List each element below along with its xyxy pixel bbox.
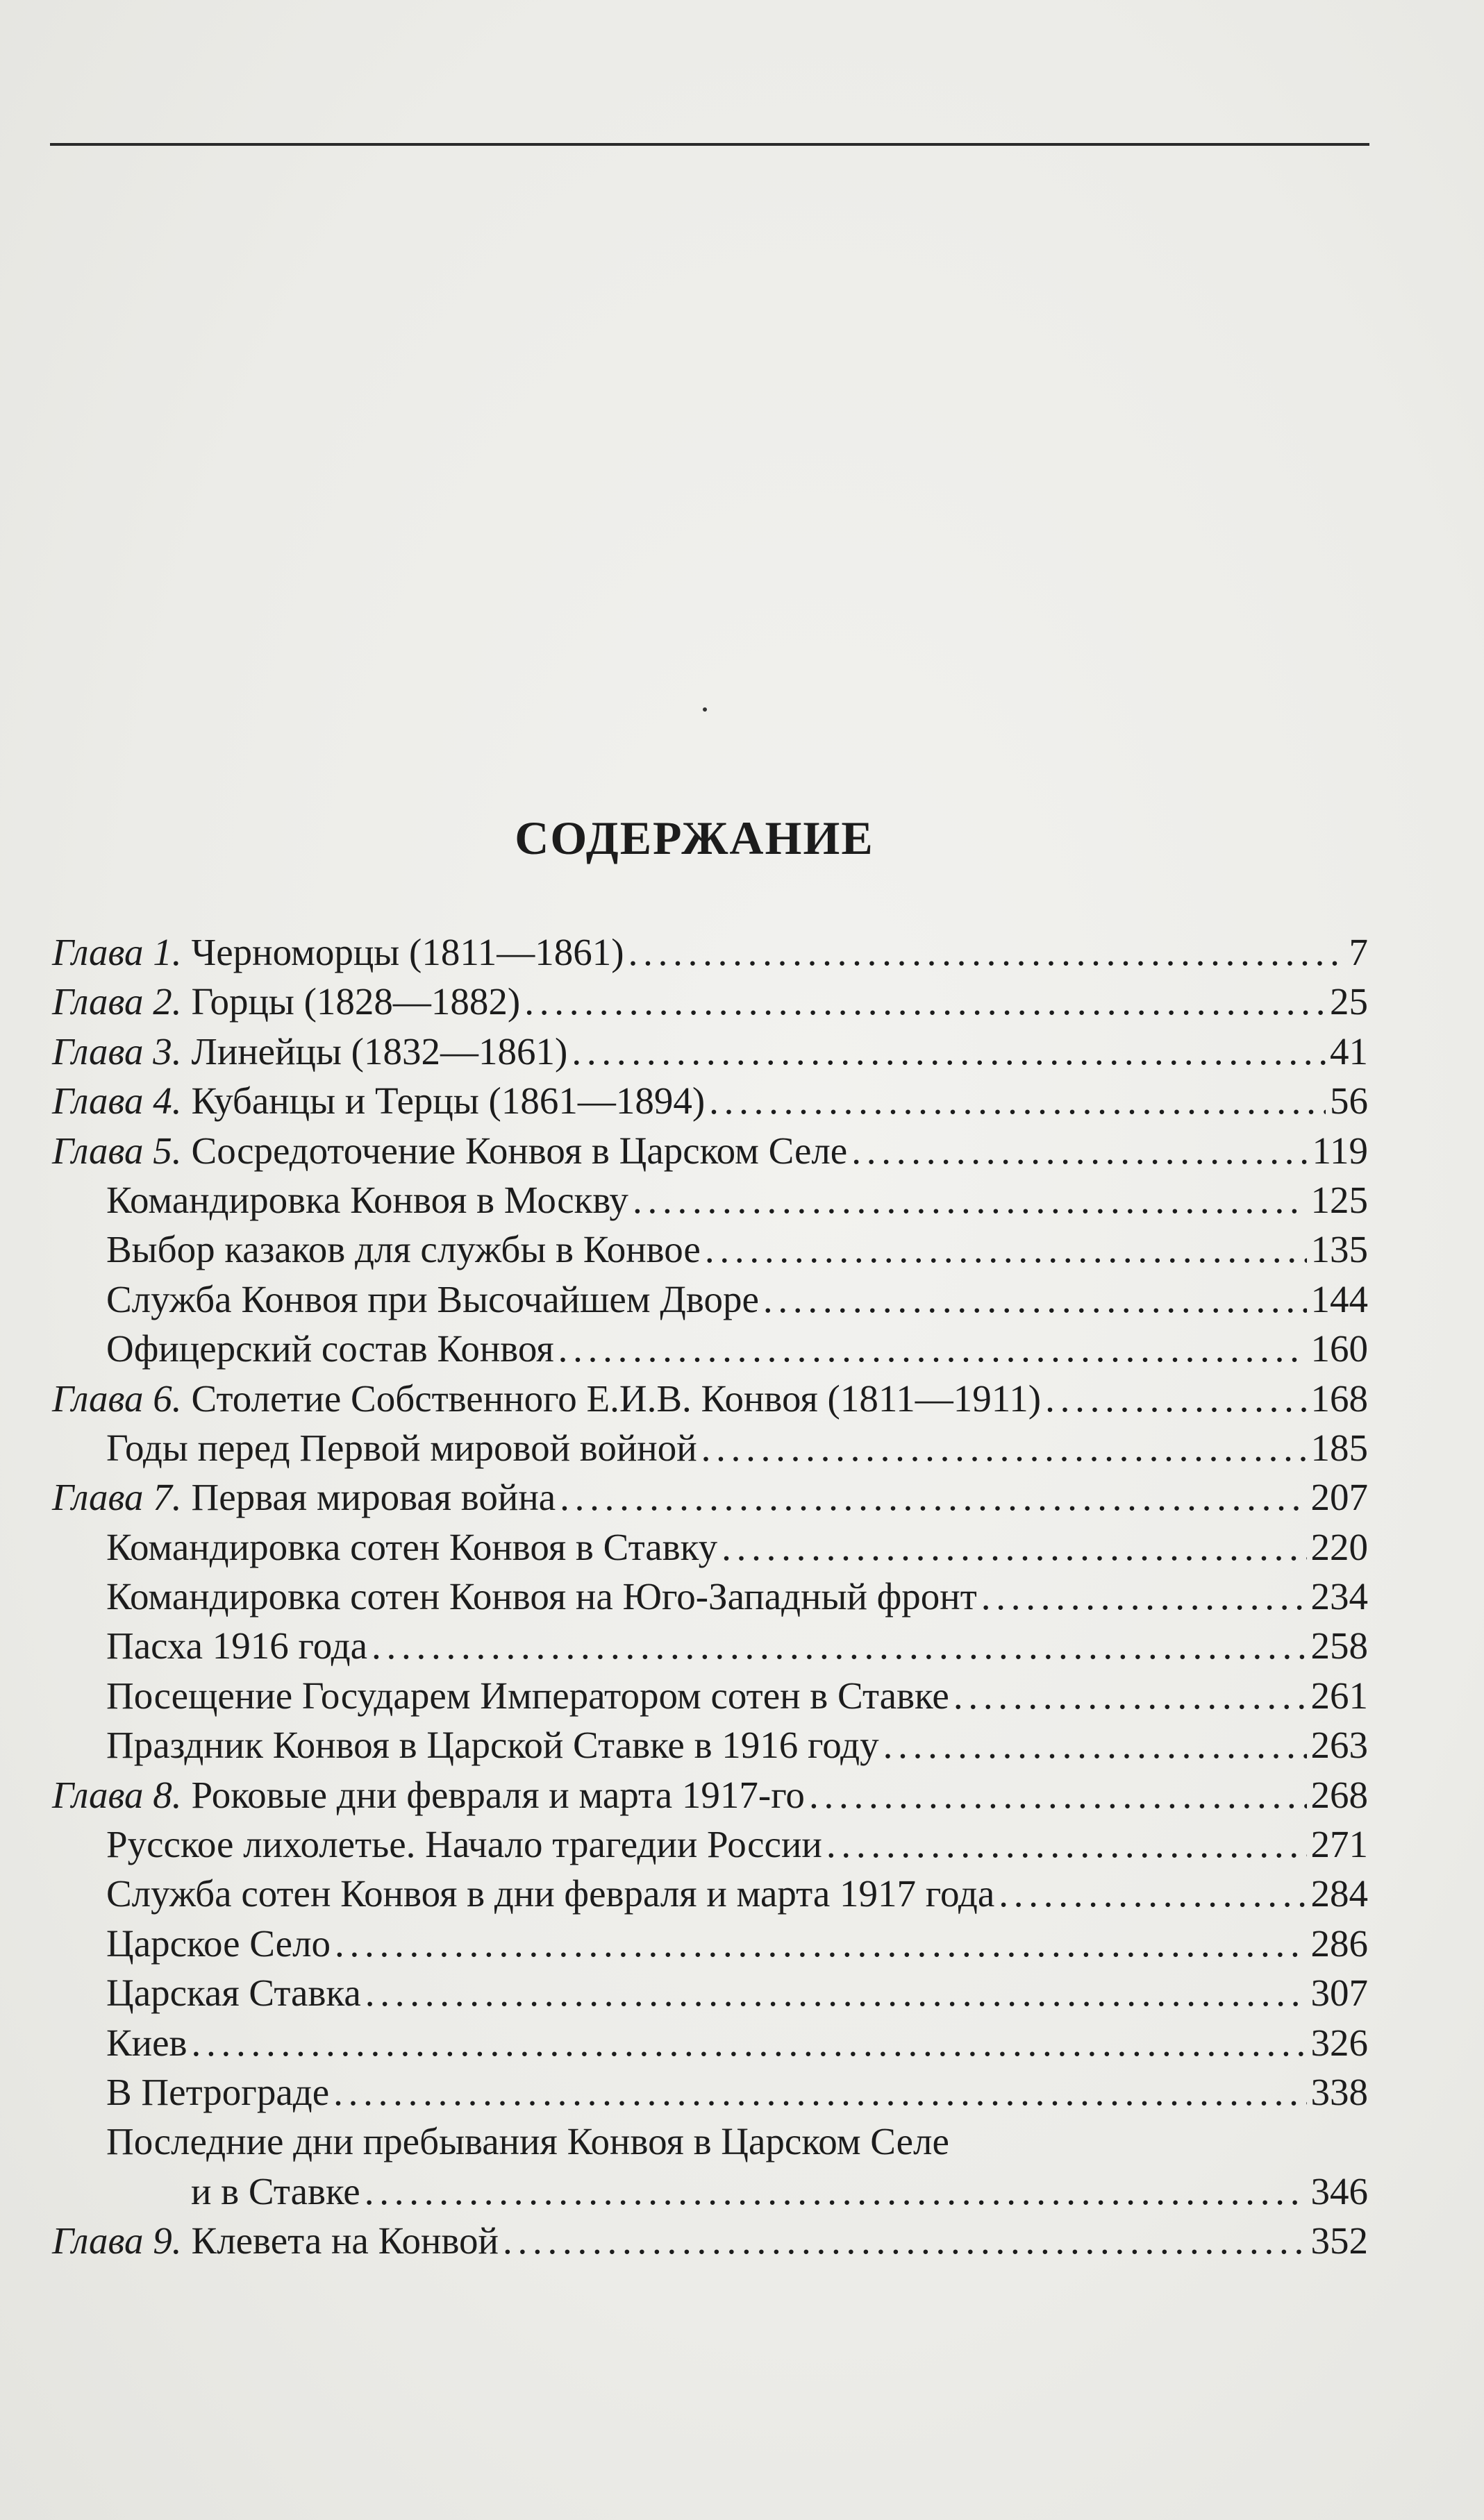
toc-chapter-row xyxy=(52,1472,1368,1522)
print-speck xyxy=(703,707,707,712)
toc-chapter-row xyxy=(52,927,1368,977)
toc-page-number: 185 xyxy=(1310,1426,1368,1469)
toc-page-number: 125 xyxy=(1310,1178,1368,1221)
toc-section-row xyxy=(52,1324,1368,1373)
toc-section-row xyxy=(52,1968,1368,2017)
toc-chapter-number: Глава 6. xyxy=(52,1377,182,1420)
toc-dot-leader xyxy=(558,1324,1307,1373)
toc-section-row xyxy=(52,2018,1368,2067)
toc-section-row xyxy=(52,1225,1368,1274)
toc-entry-title: Горцы (1828—1882) xyxy=(191,980,521,1023)
toc-entry-title: Линейцы (1832—1861) xyxy=(191,1030,568,1073)
toc-section-row xyxy=(52,2167,1368,2216)
toc-section-row xyxy=(52,1720,1368,1770)
toc-section-row xyxy=(52,2067,1368,2117)
toc-entry-title: Праздник Конвоя в Царской Ставке в 1916 году xyxy=(106,1724,879,1767)
toc-dot-leader xyxy=(883,1720,1307,1770)
toc-chapter-number: Глава 5. xyxy=(52,1129,182,1172)
toc-section-row xyxy=(52,1621,1368,1670)
toc-chapter-number: Глава 4. xyxy=(52,1080,182,1123)
toc-chapter-row xyxy=(52,1770,1368,1820)
toc-entry-title: Годы перед Первой мировой войной xyxy=(106,1426,697,1469)
toc-dot-leader xyxy=(826,1820,1307,1869)
toc-dot-leader xyxy=(365,2167,1307,2216)
top-rule xyxy=(50,143,1369,146)
toc-section-row xyxy=(52,1820,1368,1869)
toc-chapter-number: Глава 1. xyxy=(52,931,182,973)
toc-dot-leader xyxy=(981,1572,1307,1621)
toc-section-row xyxy=(52,1919,1368,1968)
toc-page-number: 346 xyxy=(1310,2169,1368,2212)
toc-entry-title: Офицерский состав Конвоя xyxy=(106,1327,554,1370)
toc-chapter-row xyxy=(52,1374,1368,1423)
toc-page-number: 258 xyxy=(1310,1624,1368,1668)
toc-entry-title: Кубанцы и Терцы (1861—1894) xyxy=(191,1080,706,1123)
toc-page-number: 352 xyxy=(1310,2219,1368,2262)
toc-entry-title: Первая мировая война xyxy=(191,1476,556,1519)
toc-dot-leader xyxy=(628,927,1345,977)
toc-section-row xyxy=(52,2117,1368,2166)
toc-dot-leader xyxy=(953,1671,1307,1720)
toc-page-number: 307 xyxy=(1310,1972,1368,2015)
toc-chapter-row xyxy=(52,2216,1368,2265)
toc-page-number: 220 xyxy=(1310,1525,1368,1568)
toc-dot-leader xyxy=(809,1770,1307,1820)
toc-page-number: 271 xyxy=(1310,1823,1368,1866)
toc-chapter-number: Глава 2. xyxy=(52,980,182,1023)
toc-section-row xyxy=(52,1671,1368,1720)
toc-page-number: 286 xyxy=(1310,1922,1368,1965)
toc-entry-title: Роковые дни февраля и марта 1917-го xyxy=(191,1773,805,1816)
toc-dot-leader xyxy=(372,1621,1306,1670)
toc-section-row xyxy=(52,1423,1368,1472)
toc-dot-leader xyxy=(851,1126,1308,1175)
toc-page-number: 160 xyxy=(1310,1327,1368,1370)
toc-chapter-row xyxy=(52,1076,1368,1125)
toc-page-number: 326 xyxy=(1310,2021,1368,2064)
toc-dot-leader xyxy=(701,1423,1307,1472)
toc-page-number: 234 xyxy=(1310,1575,1368,1618)
toc-chapter-number: Глава 7. xyxy=(52,1476,182,1519)
toc-entry-title: Сосредоточение Конвоя в Царском Селе xyxy=(191,1129,848,1172)
toc-dot-leader xyxy=(705,1225,1307,1274)
toc-dot-leader xyxy=(999,1869,1306,1918)
toc-dot-leader xyxy=(333,2067,1306,2117)
toc-section-row xyxy=(52,1175,1368,1225)
toc-entry-title: Столетие Собственного Е.И.В. Конвоя (1811—1911) xyxy=(191,1377,1042,1420)
toc-entry-title: и в Ставке xyxy=(191,2169,360,2212)
toc-page-number: 41 xyxy=(1330,1030,1368,1073)
toc-dot-leader xyxy=(722,1522,1306,1572)
toc-dot-leader xyxy=(633,1175,1307,1225)
toc-page-number: 168 xyxy=(1310,1377,1368,1420)
toc-section-row xyxy=(52,1869,1368,1918)
toc-page-number: 7 xyxy=(1349,931,1368,973)
toc-entry-title: Командировка сотен Конвоя на Юго-Западный фронт xyxy=(106,1575,977,1618)
toc-dot-leader xyxy=(560,1472,1306,1522)
toc-page-number: 263 xyxy=(1310,1724,1368,1767)
toc-page-number: 338 xyxy=(1310,2070,1368,2113)
toc-entry-title: Царское Село xyxy=(106,1922,331,1965)
toc-dot-leader xyxy=(503,2216,1307,2265)
toc-chapter-number: Глава 3. xyxy=(52,1030,182,1073)
toc-page-number: 207 xyxy=(1310,1476,1368,1519)
toc-entry-title: Служба Конвоя при Высочайшем Дворе xyxy=(106,1277,759,1320)
toc-entry-title: Клевета на Конвой xyxy=(191,2219,499,2262)
toc-chapter-row xyxy=(52,977,1368,1026)
toc-dot-leader xyxy=(192,2018,1307,2067)
toc-section-row xyxy=(52,1522,1368,1572)
toc-dot-leader xyxy=(572,1027,1326,1076)
toc-page-number: 56 xyxy=(1330,1080,1368,1123)
toc-dot-leader xyxy=(709,1076,1326,1125)
toc-dot-leader xyxy=(365,1968,1307,2017)
toc-entry-title: Последние дни пребывания Конвоя в Царском Селе xyxy=(106,2120,949,2163)
toc-section-row xyxy=(52,1275,1368,1324)
toc-entry-title: Пасха 1916 года xyxy=(106,1624,368,1668)
toc-dot-leader xyxy=(524,977,1326,1026)
toc-entry-title: Командировка сотен Конвоя в Ставку xyxy=(106,1525,718,1568)
contents-heading: СОДЕРЖАНИЕ xyxy=(515,812,874,864)
toc-entry-title: Русское лихолетье. Начало трагедии России xyxy=(106,1823,822,1866)
toc-chapter-number: Глава 8. xyxy=(52,1773,182,1816)
toc-chapter-row xyxy=(52,1027,1368,1076)
table-of-contents xyxy=(52,927,1368,2266)
toc-page-number: 261 xyxy=(1310,1674,1368,1717)
toc-dot-leader xyxy=(335,1919,1306,1968)
toc-chapter-number: Глава 9. xyxy=(52,2219,182,2262)
toc-entry-title: Выбор казаков для службы в Конвое xyxy=(106,1228,701,1271)
toc-entry-title: Служба сотен Конвоя в дни февраля и марта 1917 года xyxy=(106,1872,995,1915)
toc-page-number: 268 xyxy=(1310,1773,1368,1816)
toc-entry-title: Киев xyxy=(106,2021,187,2064)
toc-entry-title: Черноморцы (1811—1861) xyxy=(191,931,624,973)
toc-entry-title: В Петрограде xyxy=(106,2070,330,2113)
toc-section-row xyxy=(52,1572,1368,1621)
toc-dot-leader xyxy=(1045,1374,1306,1423)
toc-page-number: 25 xyxy=(1330,980,1368,1023)
toc-entry-title: Командировка Конвоя в Москву xyxy=(106,1178,628,1221)
toc-page-number: 144 xyxy=(1310,1277,1368,1320)
toc-chapter-row xyxy=(52,1126,1368,1175)
toc-entry-title: Царская Ставка xyxy=(106,1972,361,2015)
toc-entry-title: Посещение Государем Императором сотен в Ставке xyxy=(106,1674,949,1717)
toc-page-number: 119 xyxy=(1312,1129,1368,1172)
toc-page-number: 135 xyxy=(1310,1228,1368,1271)
toc-dot-leader xyxy=(763,1275,1307,1324)
toc-page-number: 284 xyxy=(1310,1872,1368,1915)
